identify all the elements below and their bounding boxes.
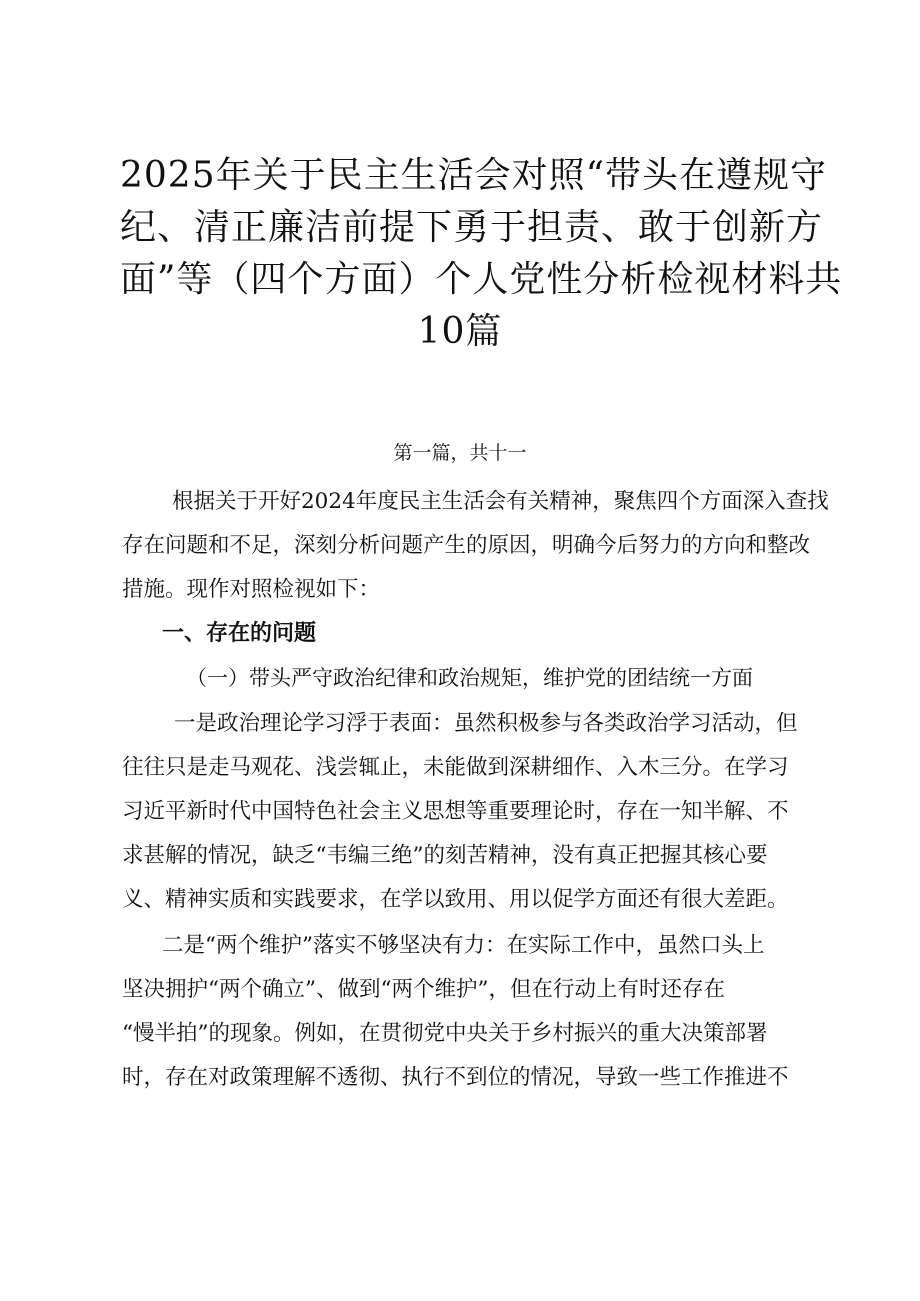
text-line: “慢半拍”的现象。例如，在贯彻党中央关于乡村振兴的重大决策部署: [122, 1021, 768, 1046]
text-line: 时，存在对政策理解不透彻、执行不到位的情况，导致一些工作推进不: [122, 1065, 789, 1090]
text-line: 根据关于开好2024年度民主生活会有关精神，聚焦四个方面深入查找: [172, 489, 829, 514]
intro-paragraph: [122, 480, 829, 612]
text-line: 坚决拥护“两个确立”、做到“两个维护”，但在行动上有时还存在: [122, 977, 725, 1002]
text-line: 往往只是走马观花、浅尝辄止，未能做到深耕细作、入木三分。在学习: [122, 755, 789, 780]
text-line: 二是“两个维护”落实不够坚决有力：在实际工作中，虽然口头上: [162, 933, 765, 958]
section-heading: 一、存在的问题: [162, 621, 317, 646]
text-line: 义、精神实质和实践要求，在学以致用、用以促学方面还有很大差距。: [122, 887, 789, 912]
document-title: [120, 150, 843, 358]
paragraph-two-safeguards: [122, 924, 802, 1100]
text-line: 一是政治理论学习浮于表面：虽然积极参与各类政治学习活动，但: [174, 711, 798, 736]
text-line: 习近平新时代中国特色社会主义思想等重要理论时，存在一知半解、不: [122, 799, 789, 824]
paragraph-political-theory: [122, 702, 802, 922]
title-line: 10篇: [417, 311, 503, 352]
text-line: 求甚解的情况，缺乏“韦编三绝”的刻苦精神，没有真正把握其核心要: [122, 843, 768, 868]
text-line: 存在问题和不足，深刻分析问题产生的原因，明确今后努力的方向和整改: [122, 533, 811, 558]
subsection-heading: （一）带头严守政治纪律和政治规矩，维护党的团结统一方面: [186, 666, 753, 690]
title-line: 纪、清正廉洁前提下勇于担责、敢于创新方: [120, 207, 824, 248]
article-subtitle: 第一篇，共十一: [393, 442, 527, 464]
title-line: 面”等（四个方面）个人党性分析检视材料共: [120, 259, 843, 300]
title-line: 2025年关于民主生活会对照“带头在遵规守: [120, 155, 828, 196]
text-line: 措施。现作对照检视如下：: [122, 577, 381, 602]
